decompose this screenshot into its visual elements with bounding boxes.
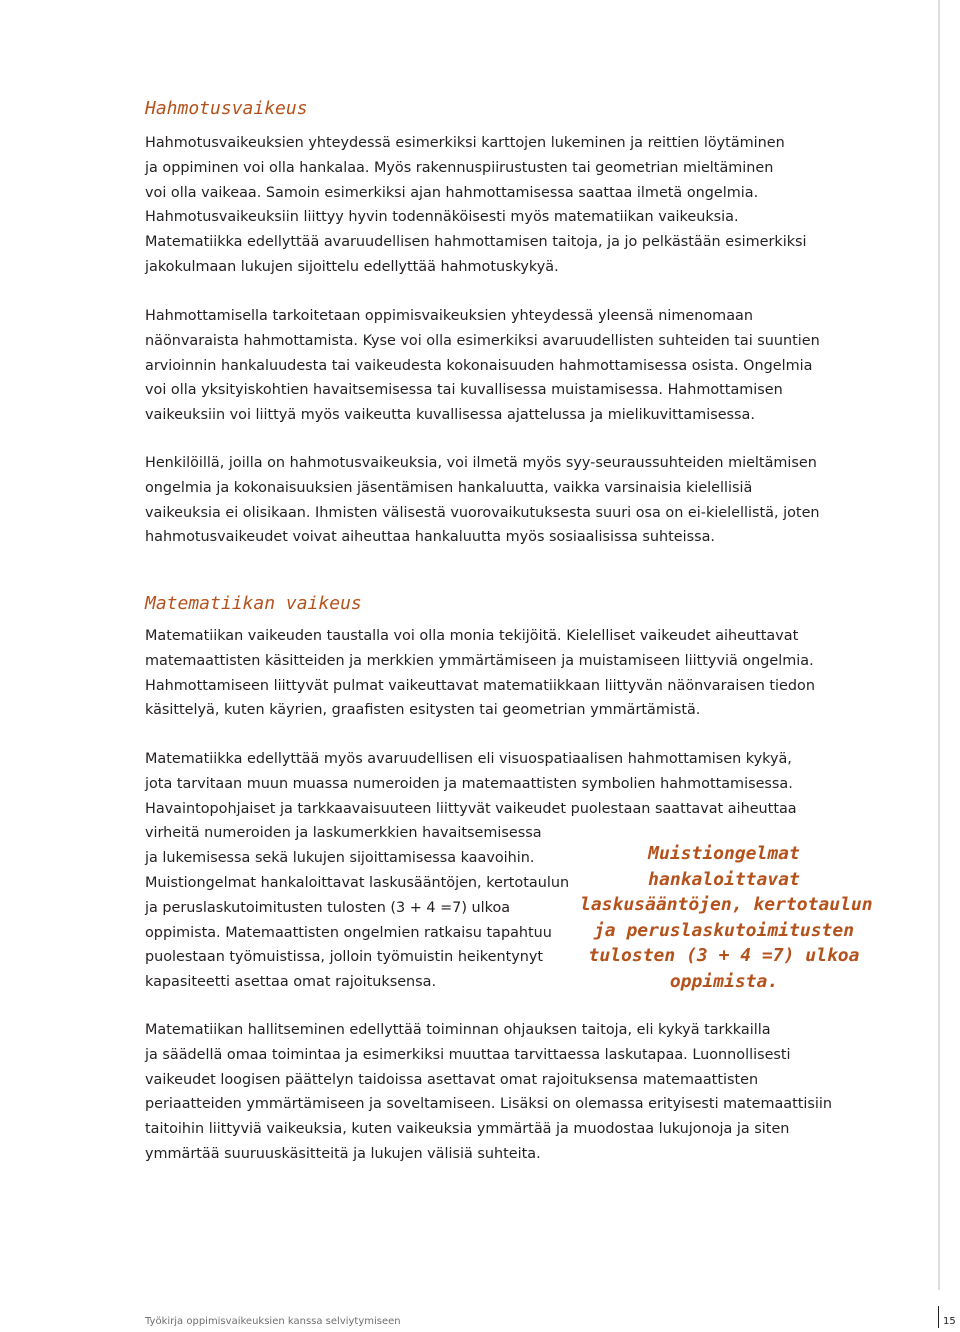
paragraph-hahmotusvaikeus-intro (145, 131, 807, 280)
text-line: Hahmotusvaikeuksien yhteydessä esimerkiksi karttojen lukeminen ja reittien löytäminen (145, 135, 785, 151)
text-line: taitoihin liittyviä vaikeuksia, kuten vaikeuksia ymmärtää ja muodostaa lukujonoja ja siten (145, 1121, 790, 1138)
paragraph-sosiaaliset-suhteet (145, 451, 820, 550)
text-line: ja lukemisessa sekä lukujen sijoittamisessa kaavoihin. (145, 850, 535, 867)
text-line: Matematiikka edellyttää avaruudellisen hahmottamisen taitoja, ja jo pelkästään esimerkiksi (145, 234, 807, 251)
paragraph-toiminnan-ohjaus (145, 1018, 832, 1167)
pull-quote-line: ja peruslaskutoimitusten (593, 919, 855, 941)
text-line: Havaintopohjaiset ja tarkkaavaisuuteen liittyvät vaikeudet puolestaan saattavat aiheuttaa (145, 800, 797, 817)
text-line: Muistiongelmat hankaloittavat laskusääntöjen, kertotaulun (145, 874, 570, 891)
text-line: ymmärtää suuruuskäsitteitä ja lukujen välisiä suhteita. (145, 1145, 541, 1162)
text-line: vaikeuksia ei olisikaan. Ihmisten välisestä vuorovaikutuksesta suuri osa on ei-kielellistä, joten (145, 504, 820, 521)
text-line: Matematiikka edellyttää myös avaruudellisen eli visuospatiaalisen hahmottamisen kykyä, (145, 751, 792, 767)
section-heading-matematiikan-vaikeus: Matematiikan vaikeus (145, 593, 362, 614)
text-line: ja peruslaskutoimitusten tulosten (3 + 4 =7) ulkoa (145, 899, 511, 916)
paragraph-hahmottaminen (145, 304, 820, 428)
text-line: voi olla vaikeaa. Samoin esimerkiksi ajan hahmottamisessa saattaa ilmetä ongelmia. (145, 184, 759, 201)
text-line: Matematiikan vaikeuden taustalla voi olla monia tekijöitä. Kielelliset vaikeudet aiheuttavat (145, 628, 799, 644)
text-line: Hahmotusvaikeuksiin liittyy hyvin todennäköisesti myös matematiikan vaikeuksia. (145, 209, 739, 226)
text-line: hahmotusvaikeudet voivat aiheuttaa hankaluutta myös sosiaalisissa suhteissa. (145, 529, 715, 546)
text-line: jakokulmaan lukujen sijoittelu edellyttää hahmotuskykyä. (145, 258, 559, 275)
footer-divider (938, 1306, 939, 1328)
text-line: vaikeuksiin voi liittyä myös vaikeutta kuvallisessa ajattelussa ja mielikuvittamisessa. (145, 407, 755, 424)
text-line: jota tarvitaan muun muassa numeroiden ja matemaattisten symbolien hahmottamisessa. (145, 775, 793, 792)
text-line: virheitä numeroiden ja laskumerkkien havaitsemisessa (145, 825, 542, 842)
text-line: kapasiteetti asettaa omat rajoituksensa. (145, 974, 437, 991)
text-line: ongelmia ja kokonaisuuksien jäsentämisen hankaluutta, vaikka varsinaisia kielellisiä (145, 479, 753, 496)
text-line: periaatteiden ymmärtämiseen ja soveltamiseen. Lisäksi on olemassa erityisesti matemaattisiin (145, 1096, 833, 1113)
text-line: näönvaraista hahmottamista. Kyse voi olla esimerkiksi avaruudellisten suhteiden tai suuntien (145, 332, 820, 349)
text-line: käsittelyä, kuten käyrien, graafisten esitysten tai geometrian ymmärtämistä. (145, 702, 701, 719)
paragraph-matematiikka-taustat (145, 624, 815, 723)
pull-quote (580, 841, 873, 994)
text-line: arvioinnin hankaluudesta tai vaikeudesta kokonaisuuden hahmottamisessa osista. Ongelmia (145, 357, 813, 374)
pull-quote-line: laskusääntöjen, kertotaulun (580, 894, 873, 915)
text-line: Matematiikan hallitseminen edellyttää toiminnan ohjauksen taitoja, eli kykyä tarkkailla (145, 1022, 771, 1038)
text-line: Henkilöillä, joilla on hahmotusvaikeuksia, voi ilmetä myös syy-seuraussuhteiden mieltämisen (145, 455, 817, 471)
text-line: ja säädellä omaa toimintaa ja esimerkiksi muuttaa tarvittaessa laskutapaa. Luonnollisesti (145, 1046, 791, 1063)
text-line: Hahmottamiseen liittyvät pulmat vaikeuttavat matematiikkaan liittyvän näönvaraisen tiedon (145, 677, 815, 694)
pull-quote-line: Muistiongelmat (648, 843, 800, 864)
section-heading-hahmotusvaikeus: Hahmotusvaikeus (145, 98, 308, 119)
pull-quote-line: hankaloittavat (648, 868, 800, 890)
text-line: Hahmottamisella tarkoitetaan oppimisvaikeuksien yhteydessä yleensä nimenomaan (145, 308, 753, 324)
text-line: voi olla yksityiskohtien havaitsemisessa tai kuvallisessa muistamisessa. Hahmottamisen (145, 382, 783, 399)
footer-book-title: Työkirja oppimisvaikeuksien kanssa selviytymiseen (145, 1316, 401, 1327)
text-line: oppimista. Matemaattisten ongelmien ratkaisu tapahtuu (145, 924, 552, 941)
text-line: ja oppiminen voi olla hankalaa. Myös rakennuspiirustusten tai geometrian mieltäminen (145, 159, 774, 176)
page-number: 15 (943, 1316, 956, 1327)
text-line: vaikeudet loogisen päättelyn taidoissa asettavat omat rajoituksensa matemaattisten (145, 1071, 759, 1088)
page-edge-rule (938, 0, 940, 1290)
text-line: puolestaan työmuistissa, jolloin työmuistin heikentynyt (145, 949, 544, 966)
pull-quote-line: oppimista. (669, 970, 779, 992)
pull-quote-line: tulosten (3 + 4 =7) ulkoa (588, 945, 860, 966)
text-line: matemaattisten käsitteiden ja merkkien ymmärtämiseen ja muistamiseen liittyviä ongelmia. (145, 652, 814, 669)
